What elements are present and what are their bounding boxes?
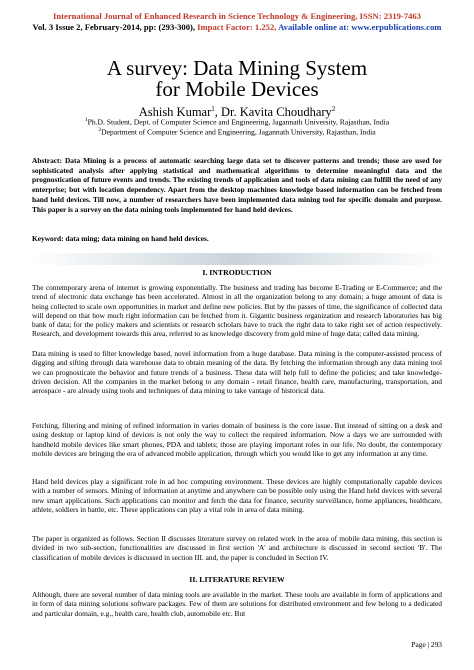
journal-title-line: International Journal of Enhanced Research in Science Technology & Engineering, ISSN: 2319-7463 xyxy=(53,11,421,21)
author-2: , Dr. Kavita Choudhary xyxy=(214,105,332,120)
journal-volume-line xyxy=(0,22,474,33)
literature-review-heading: II. LITERATURE REVIEW xyxy=(189,575,285,584)
affiliation-2-text: Department of Computer Science and Engineering, Jagannath University, Rajasthan, India xyxy=(101,127,376,137)
impact-factor: Impact Factor: 1.252, xyxy=(197,22,279,32)
affiliation-2 xyxy=(0,126,474,137)
title-line-1: A survey: Data Mining System xyxy=(106,56,368,80)
abstract: Abstract: Data Mining is a process of automatic searching large data set to discover patterns and trends; those are used for sophisticated analysis after applying statistical and mathematical algorithms to determine meaningful data and the prognostication of future events and trends. The existing trends of application and tools of data mining can fulfill the need of any enterprise; but with location dependency. Apart from the desktop machines knowledge based information can be fetched from hand held devices. Till now, a number of researchers have been implemented data mining tool for specific domain and purpose. This paper is a survey on the data mining tools implemented for hand held devices. xyxy=(32,156,442,214)
affiliation-2-sup: 2 xyxy=(98,126,102,133)
literature-paragraph-1: Although, there are several number of data mining tools are available in the market. These tools are available in form of applications and in form of data mining solutions software packages. Few of them are solutions for distributed environment and few belong to a dedicated and particular domain, e.g., health care, health club, automobile etc. But xyxy=(32,590,442,618)
intro-paragraph-2: Data mining is used to filter knowledge based, novel information from a huge database. Data mining is the computer-assisted process of digging and sifting through data warehouse data to obtain meaning of the data. By fetching the information through any data mining tool we can prognosticate the behavior and future trends of a business. These data will help full to define the policies; and take knowledge-driven decision. All the companies in the market belong to any domain - retail finance, health care, manufacturing, transportation, and aerospace - are already using tools and techniques of data mining to take vantage of historical data. xyxy=(32,349,442,396)
intro-paragraph-3: Fetching, filtering and mining of refined information in varies domain of business is the core issue. But instead of sitting on a desk and using desktop or laptop kind of devices is not only the way to collect the required information. Now a days we are surrounded with handheld mobile devices like smart phones, PDA and tablets; those are playing important roles in our life. No doubt, the contemporary mobile devices are bringing the era of advanced mobile application, through which you would like to get any information at any time. xyxy=(32,421,442,458)
author-2-sup: 2 xyxy=(331,105,336,113)
keywords: Keyword: data ming; data mining on hand held devices. xyxy=(32,234,209,243)
page-number: Page | 293 xyxy=(411,640,442,649)
affiliation-1-sup: 1 xyxy=(84,117,88,123)
available-online: Available online at: www.erpublications.com xyxy=(278,22,442,32)
title-line-2: for Mobile Devices xyxy=(155,77,319,101)
author-1-sup: 1 xyxy=(211,105,215,113)
journal-header xyxy=(0,11,474,33)
intro-paragraph-4: Hand held devices play a significant role in ad hoc computing environment. These devices are highly computationally capable devices with a number of sensors. Mining of information at anytime and anywhere can be possible only using the Hand held devices with several new smart applications. Such applications can monitor and fetch the data for finance, security surveillance, home appliances, healthcare, athlete, soldiers in battle, etc. These applications can play a vital role in area of data mining. xyxy=(32,477,442,514)
intro-paragraph-1: The contemporary arena of internet is growing exponentially. The business and trading has become E-Trading or E-Commerce; and the trend of electronic data exchange has been accelerated. Almost in all the organization belong to any domain; a huge amount of data is being collected to scale own opportunities in market and define new policies. But by the passes of time, the significance of collected data will depend on that how much right information can be fetched from it. Gigantic business organization and research laboratories has big bank of data; for the policy makers and scientists or research scholars have to track the right data to take right set of action respectively. Research, and development towards this area, referred to as knowledge discovery from gold mine of huge data; called data mining. xyxy=(32,283,442,339)
intro-paragraph-5: The paper is organized as follows. Section II discusses literature survey on related work in the area of mobile data mining, this section is divided in two sub-section, functionalities are discussed in first section 'A' and architecture is discussed in second section 'B'. The classification of mobile devices is discussed in section III. and, the paper is concluded in Section IV. xyxy=(32,534,442,562)
paper-title xyxy=(0,58,474,100)
volume-text: Vol. 3 Issue 2, February-2014, pp: (293-300), xyxy=(32,22,198,32)
author-1: Ashish Kumar xyxy=(138,105,212,120)
introduction-heading: I. INTRODUCTION xyxy=(202,268,272,277)
section-divider xyxy=(30,253,444,265)
affiliation-1-text: Ph.D. Student, Dept. of Computer Science and Engineering, Jagannath University, Rajasthan, India xyxy=(87,117,390,127)
